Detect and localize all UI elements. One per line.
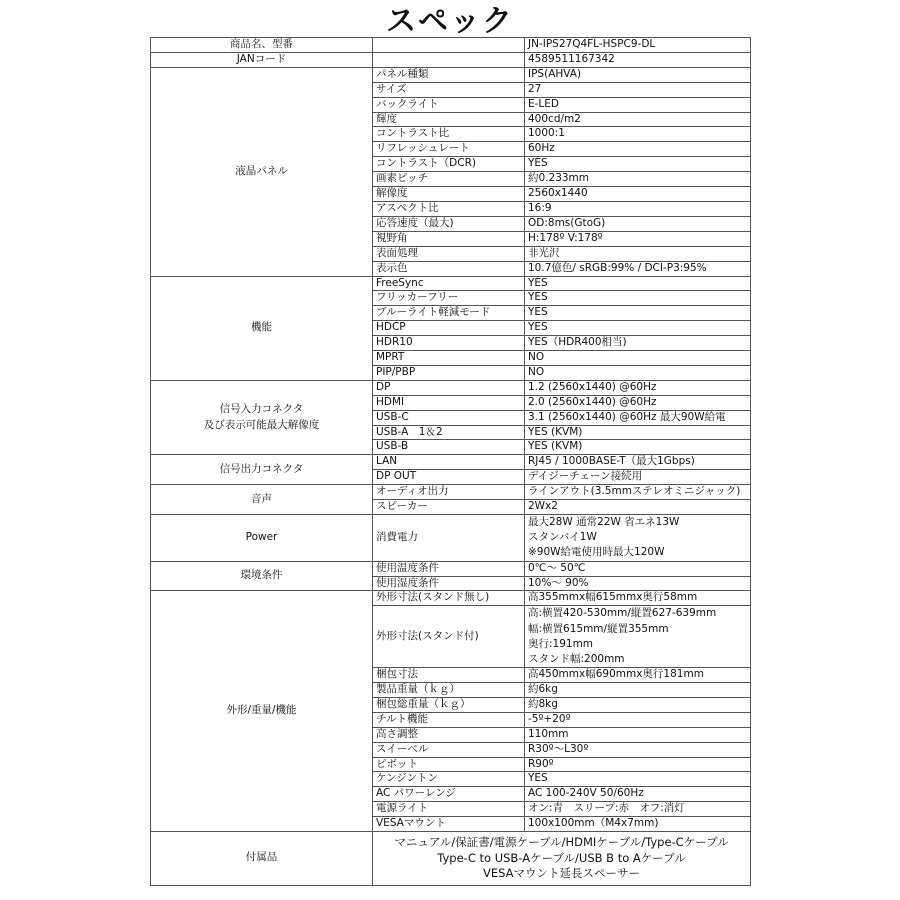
spec-value: YES [525,157,751,172]
spec-label: FreeSync [373,276,525,291]
spec-label: 応答速度（最大) [373,216,525,231]
spec-table [150,37,751,886]
value-line: スタンバイ1W [528,531,597,544]
row-label: 商品名、型番 [151,38,373,53]
category-line: 及び表示可能最大解像度 [203,418,320,431]
spec-value: 3.1 (2560x1440) @60Hz 最大90W給電 [525,410,751,425]
spec-value: R90º [525,757,751,772]
spec-value: YES (KVM) [525,425,751,440]
spec-value: 1000:1 [525,127,751,142]
category-cell: 外形/重量/機能 [151,591,373,832]
spec-value: AC 100-240V 50/60Hz [525,787,751,802]
spec-label: PIP/PBP [373,365,525,380]
accessory-line: Type-C to USB-Aケーブル/USB B to Aケーブル [437,850,686,865]
spec-label: USB-C [373,410,525,425]
spec-value: 非光沢 [525,246,751,261]
spec-value: -5º+20º [525,712,751,727]
spec-label: リフレッシュレート [373,142,525,157]
spec-value: ラインアウト(3.5mmステレオミニジャック) [525,485,751,500]
table-row [151,38,751,53]
value-line: ※90W給電使用時最大120W [528,546,665,559]
spec-value: YES [525,276,751,291]
spec-value: 10%～ 90% [525,576,751,591]
table-row [151,380,751,395]
spec-value-multiline [525,606,751,668]
accessory-line: VESAマウント延長スペーサー [482,866,640,881]
spec-value: OD:8ms(GtoG) [525,216,751,231]
spec-value: 高355mmx幅615mmx奥行58mm [525,591,751,606]
page-title: スペック [386,4,514,39]
spec-label: 電源ライト [373,802,525,817]
category-cell: 液晶パネル [151,67,373,276]
spec-label: 梱包寸法 [373,668,525,683]
spec-label: コントラスト比 [373,127,525,142]
row-blank [373,52,525,67]
spec-value: 16:9 [525,201,751,216]
spec-label: 高さ調整 [373,727,525,742]
spec-value: 27 [525,82,751,97]
value-line: 幅:横置615mm/縦置355mm [528,622,669,635]
spec-label: チルト機能 [373,712,525,727]
spec-value: IPS(AHVA) [525,67,751,82]
table-row [151,485,751,500]
spec-value: デイジーチェーン接続用 [525,470,751,485]
spec-label: 視野角 [373,231,525,246]
value-line: スタンド幅:200mm [528,652,625,665]
spec-value: E-LED [525,97,751,112]
table-row [151,515,751,562]
row-value: 4589511167342 [525,52,751,67]
spec-label: VESAマウント [373,817,525,832]
value-line: 奥行:191mm [528,637,594,650]
spec-value: 約6kg [525,683,751,698]
spec-value: H:178º V:178º [525,231,751,246]
spec-value: 60Hz [525,142,751,157]
spec-label: 使用湿度条件 [373,576,525,591]
spec-label: 表示色 [373,261,525,276]
spec-label: 消費電力 [373,515,525,562]
spec-label: AC パワーレンジ [373,787,525,802]
category-cell: 環境条件 [151,561,373,591]
spec-label: ピボット [373,757,525,772]
spec-label: HDR10 [373,336,525,351]
spec-label: 画素ピッチ [373,172,525,187]
spec-label: ケンジントン [373,772,525,787]
spec-label: サイズ [373,82,525,97]
spec-label: 輝度 [373,112,525,127]
spec-value: 2Wx2 [525,500,751,515]
spec-label: スイーベル [373,742,525,757]
spec-label: バックライト [373,97,525,112]
spec-value: R30º～L30º [525,742,751,757]
spec-label: MPRT [373,351,525,366]
spec-value: 100x100mm（M4x7mm) [525,817,751,832]
row-blank [373,38,525,53]
spec-label: USB-A 1＆2 [373,425,525,440]
category-cell: 音声 [151,485,373,515]
spec-label: オーディオ出力 [373,485,525,500]
table-row [151,591,751,606]
table-row [151,561,751,576]
table-row [151,455,751,470]
spec-value-multiline [525,515,751,562]
spec-label: ブルーライト軽減モード [373,306,525,321]
spec-value: 約8kg [525,697,751,712]
table-row [151,67,751,82]
value-line: 最大28W 通常22W 省エネ13W [528,516,680,528]
spec-value: オン:青 スリープ:赤 オフ:消灯 [525,802,751,817]
category-cell: 信号出力コネクタ [151,455,373,485]
row-value: JN-IPS27Q4FL-HSPC9-DL [525,38,751,53]
category-cell: 機能 [151,276,373,380]
spec-value: YES [525,772,751,787]
spec-value: 110mm [525,727,751,742]
accessory-line: マニュアル/保証書/電源ケーブル/HDMIケーブル/Type-Cケーブル [394,835,729,850]
row-label: JANコード [151,52,373,67]
table-row [151,832,751,886]
category-cell [151,380,373,455]
spec-value: YES [525,291,751,306]
spec-value: YES（HDR400相当) [525,336,751,351]
accessories-list [373,832,751,886]
spec-label: 外形寸法(スタンド付) [373,606,525,668]
spec-label: コントラスト（DCR) [373,157,525,172]
spec-value: NO [525,351,751,366]
spec-label: DP [373,380,525,395]
spec-value: 高450mmx幅690mmx奥行181mm [525,668,751,683]
spec-label: 使用温度条件 [373,561,525,576]
spec-label: HDMI [373,395,525,410]
spec-label: アスペクト比 [373,201,525,216]
table-row [151,276,751,291]
spec-label: 表面処理 [373,246,525,261]
category-cell: Power [151,515,373,562]
spec-label: 解像度 [373,187,525,202]
category-line: 信号入力コネクタ [219,403,304,416]
spec-label: スピーカー [373,500,525,515]
spec-label: HDCP [373,321,525,336]
spec-label: 製品重量（ｋｇ） [373,683,525,698]
spec-value: YES [525,306,751,321]
spec-value: 400cd/m2 [525,112,751,127]
spec-value: 2.0 (2560x1440) @60Hz [525,395,751,410]
spec-label: USB-B [373,440,525,455]
value-line: 高:横置420-530mm/縦置627-639mm [528,607,717,620]
spec-label: LAN [373,455,525,470]
spec-value: 約0.233mm [525,172,751,187]
spec-value: 10.7億色/ sRGB:99% / DCI-P3:95% [525,261,751,276]
spec-value: 1.2 (2560x1440) @60Hz [525,380,751,395]
spec-value: YES (KVM) [525,440,751,455]
spec-value: NO [525,365,751,380]
spec-label: フリッカーフリー [373,291,525,306]
spec-label: 梱包総重量（ｋｇ） [373,697,525,712]
spec-value: RJ45 / 1000BASE-T（最大1Gbps) [525,455,751,470]
category-cell: 付属品 [151,832,373,886]
spec-label: DP OUT [373,470,525,485]
table-row [151,52,751,67]
spec-label: 外形寸法(スタンド無し) [373,591,525,606]
spec-value: 2560x1440 [525,187,751,202]
spec-label: パネル種類 [373,67,525,82]
spec-value: YES [525,321,751,336]
spec-value: 0℃～ 50℃ [525,561,751,576]
